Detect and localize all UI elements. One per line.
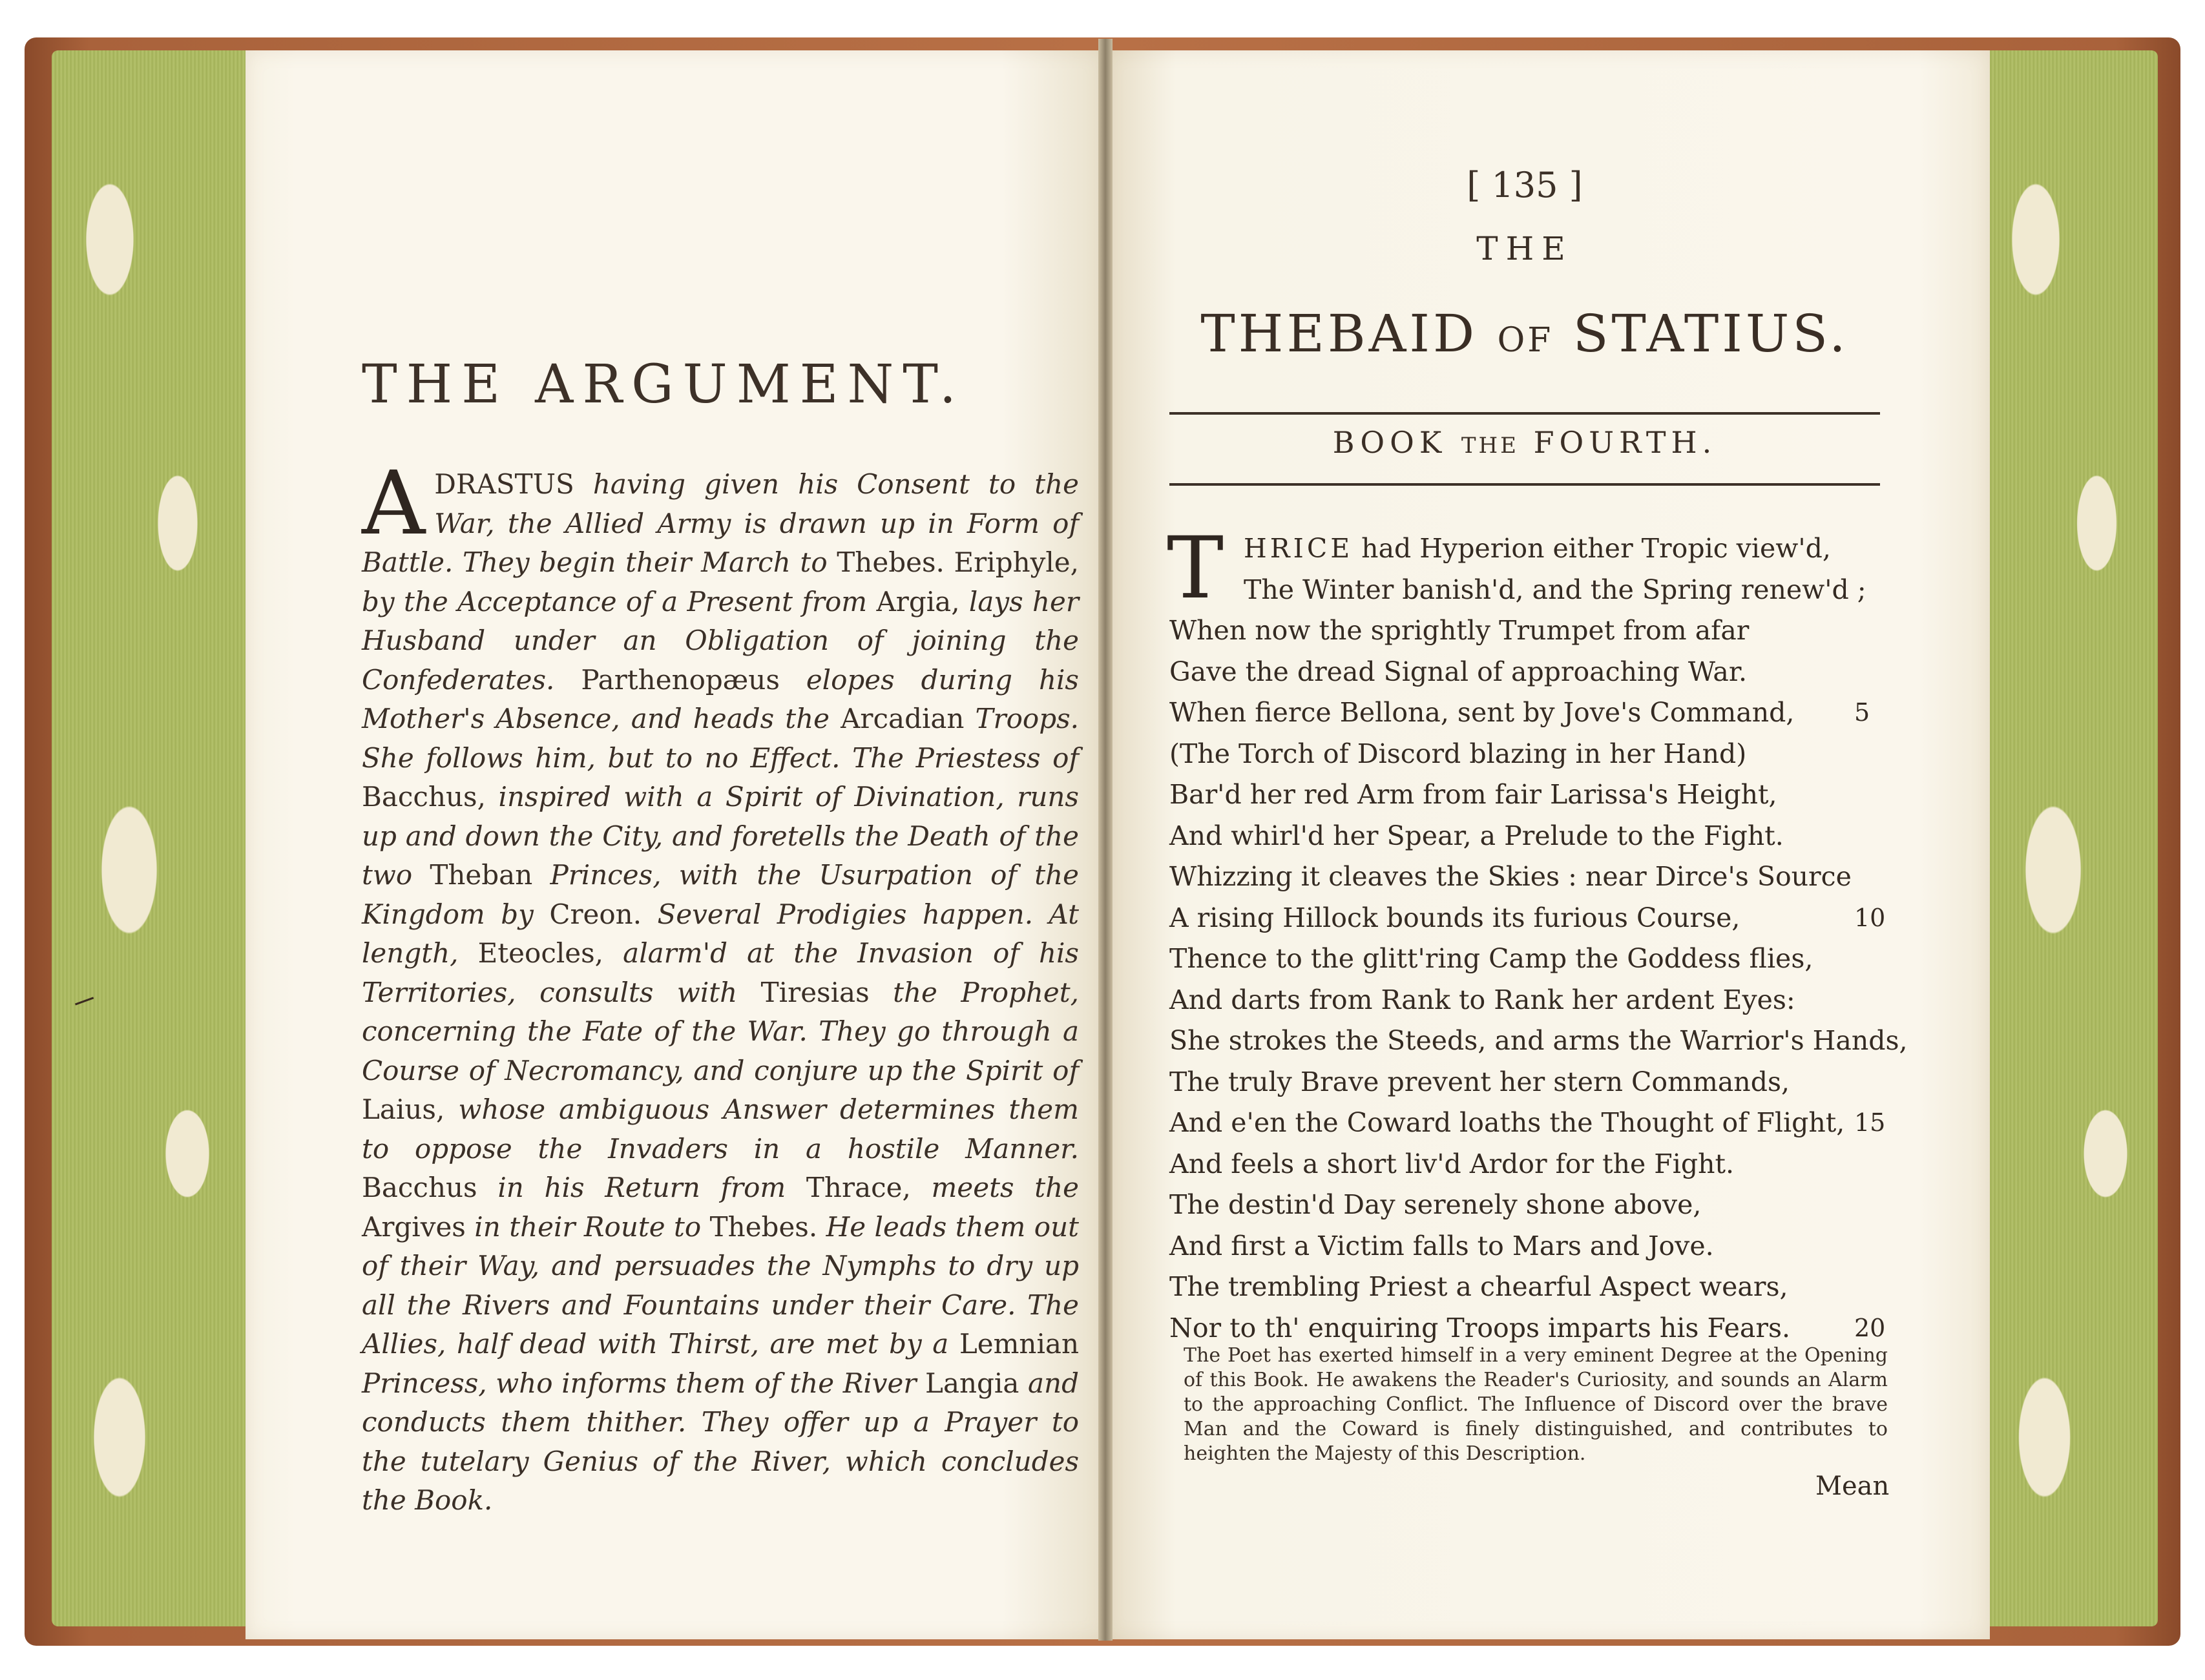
argument-segment: Thebes.	[709, 1210, 826, 1243]
poem-line-text: had Hyperion either Tropic view'd,	[1353, 533, 1831, 564]
poem-line-text: (The Torch of Discord blazing in her Hand)	[1169, 738, 1747, 769]
argument-segment: lays her Husband under an Obligation of joining the Confederates.	[362, 585, 1079, 696]
argument-dropcap: A	[362, 453, 426, 555]
argument-segment: Arcadian	[841, 703, 976, 734]
footnote: The Poet has exerted himself in a very eminent Degree at the Opening of this Book. He awakens the Reader's Curiosity, and sounds an Alarm to the approaching Conflict. The Influence of Discord over the brave Man and the Coward is finely distinguished, and contributes to heighten the Majesty of this Description.	[1184, 1344, 1888, 1465]
book-word: BOOK	[1332, 425, 1447, 460]
argument-segment: Creon.	[549, 898, 658, 930]
poem-line	[1169, 816, 1886, 857]
poem-line	[1169, 610, 1886, 652]
poem-line	[1169, 692, 1886, 734]
poem-line	[1169, 1267, 1886, 1308]
poem-line-text: Nor to th' enquiring Troops imparts his Fears.	[1169, 1312, 1791, 1343]
title-name: STATIUS.	[1573, 304, 1849, 364]
poem-line-text: Bar'd her red Arm from fair Larissa's Height,	[1169, 779, 1777, 810]
poem-line-text: She strokes the Steeds, and arms the Warrior's Hands,	[1169, 1025, 1908, 1056]
fore-edge-left	[52, 50, 246, 1626]
poem-line-text: And first a Victim falls to Mars and Jove.	[1169, 1230, 1714, 1261]
line-number: 20	[1854, 1313, 1886, 1342]
argument-segment: He leads them out of their Way, and persuades the Nymphs to dry up all the Rivers and Fountains under their Care. The Allies, half dead with Thirst, are met by a	[362, 1210, 1079, 1360]
poem-line	[1169, 1021, 1908, 1062]
poem-line-text: The destin'd Day serenely shone above,	[1169, 1189, 1702, 1220]
argument-segment: Eteocles,	[477, 937, 623, 969]
argument-segment: Princes, with the Usurpation of the Kingdom by	[362, 859, 1080, 930]
argument-segment: elopes during his Mother's Absence, and heads the	[362, 663, 1079, 734]
poem-line-text: And feels a short liv'd Ardor for the Fight.	[1169, 1148, 1734, 1179]
argument-segment: by the Acceptance of a Present from	[362, 585, 877, 617]
poem-line	[1169, 1308, 1886, 1349]
poem-line-text: The Winter banish'd, and the Spring renew'd ;	[1244, 574, 1866, 605]
argument-segment: in his Return from	[497, 1172, 806, 1203]
argument-segment: inspired with a Spirit of Divination, runs up and down the City, and foretells the Death of the two	[362, 781, 1079, 891]
poem-line	[1169, 774, 1886, 816]
title-of: OF	[1497, 321, 1554, 360]
poem-line-text: When now the sprightly Trumpet from afar	[1169, 615, 1750, 646]
argument-segment: Troops. She follows him, but to no Effect. The Priestess of	[362, 703, 1079, 774]
book-heading	[1169, 425, 1880, 460]
argument-segment: Several Prodigies happen. At length,	[362, 898, 1079, 969]
argument-text	[362, 453, 1080, 1520]
rule-bottom	[1169, 483, 1880, 486]
poem-line-text: And darts from Rank to Rank her ardent Eyes:	[1169, 984, 1795, 1015]
argument-segment: and conducts them thither. They offer up a Prayer to the tutelary Genius of the River, which concludes the Book.	[362, 1367, 1079, 1516]
argument-segment: Bacchus	[362, 1172, 498, 1203]
book-gutter	[1098, 39, 1113, 1641]
line-number: 10	[1854, 903, 1886, 932]
page-number: [ 135 ]	[1467, 165, 1583, 205]
argument-segment: the Prophet, concerning the Fate of the War. They go through a Course of Necromancy, and conjure up the Spirit of	[362, 976, 1080, 1086]
poem-line-text: The trembling Priest a chearful Aspect wears,	[1169, 1271, 1788, 1302]
poem-line	[1169, 570, 1886, 611]
poem-line	[1169, 1103, 1886, 1144]
fore-edge-right	[1983, 50, 2158, 1626]
argument-segment: Argives	[362, 1210, 475, 1243]
poem-line-text: Whizzing it cleaves the Skies : near Dirce's Source	[1169, 861, 1852, 892]
argument-segment: Langia	[925, 1367, 1029, 1399]
book-number: FOURTH.	[1533, 425, 1717, 460]
argument-segment: whose ambiguous Answer determines them to oppose the Invaders in a hostile Manner.	[362, 1094, 1079, 1165]
poem-line	[1169, 939, 1886, 980]
poem-first-word: HRICE	[1244, 533, 1353, 564]
poem-line-text: A rising Hillock bounds its furious Course,	[1169, 902, 1740, 933]
argument-segment: Theban	[430, 859, 550, 891]
argument-segment: having given his Consent to the War, the Allied Army is drawn up in Form of Battle. They begin their March to	[362, 468, 1080, 578]
poem-line	[1169, 1226, 1886, 1267]
title-main: THEBAID	[1200, 304, 1478, 364]
argument-title-rest: HE ARGUMENT.	[406, 354, 965, 415]
argument-segment: DRASTUS	[434, 468, 593, 500]
catchword: Mean	[1815, 1471, 1890, 1501]
poem-line-text: And e'en the Coward loaths the Thought of Flight,	[1169, 1107, 1845, 1138]
argument-segment: Parthenopæus	[581, 663, 806, 696]
poem-line	[1169, 898, 1886, 939]
poem-line-text: Gave the dread Signal of approaching War.	[1169, 656, 1747, 687]
argument-segment: Princess, who informs them of the River	[362, 1367, 926, 1399]
poem-line-text: And whirl'd her Spear, a Prelude to the Fight.	[1169, 820, 1784, 851]
argument-segment: Bacchus,	[362, 781, 499, 813]
poem	[1167, 519, 1908, 1349]
poem-dropcap: T	[1167, 519, 1224, 618]
poem-line	[1169, 856, 1886, 898]
argument-segments	[362, 453, 1080, 1516]
argument-segment: Laius,	[362, 1094, 459, 1125]
argument-segment: Thrace,	[806, 1172, 932, 1203]
poem-line	[1169, 1144, 1886, 1185]
poem-line-text: When fierce Bellona, sent by Jove's Command,	[1169, 697, 1795, 728]
line-number: 15	[1854, 1108, 1886, 1137]
poem-line-text: Thence to the glitt'ring Camp the Goddess flies,	[1169, 943, 1813, 974]
argument-title-initial: T	[362, 354, 406, 415]
title-the: THE	[1476, 230, 1573, 267]
book-title	[1169, 304, 1880, 364]
poem-line	[1169, 1062, 1886, 1103]
argument-segment: in their Route to	[474, 1210, 710, 1243]
poem-line	[1169, 734, 1886, 775]
argument-segment: meets the	[931, 1172, 1080, 1203]
rule-top	[1169, 412, 1880, 415]
argument-segment: Tiresias	[760, 976, 893, 1008]
argument-segment: Lemnian	[959, 1328, 1079, 1360]
poem-line	[1169, 652, 1886, 693]
poem-line	[1169, 980, 1886, 1021]
argument-segment: Thebes. Eriphyle,	[837, 546, 1079, 578]
line-number: 5	[1854, 698, 1870, 727]
argument-title	[362, 354, 1105, 415]
argument-segment: Argia,	[876, 585, 969, 617]
book-the: THE	[1461, 433, 1519, 459]
poem-line-text: The truly Brave prevent her stern Commands,	[1169, 1066, 1790, 1097]
poem-line	[1169, 1185, 1886, 1226]
argument-segment: alarm'd at the Invasion of his Territories, consults with	[362, 937, 1079, 1008]
